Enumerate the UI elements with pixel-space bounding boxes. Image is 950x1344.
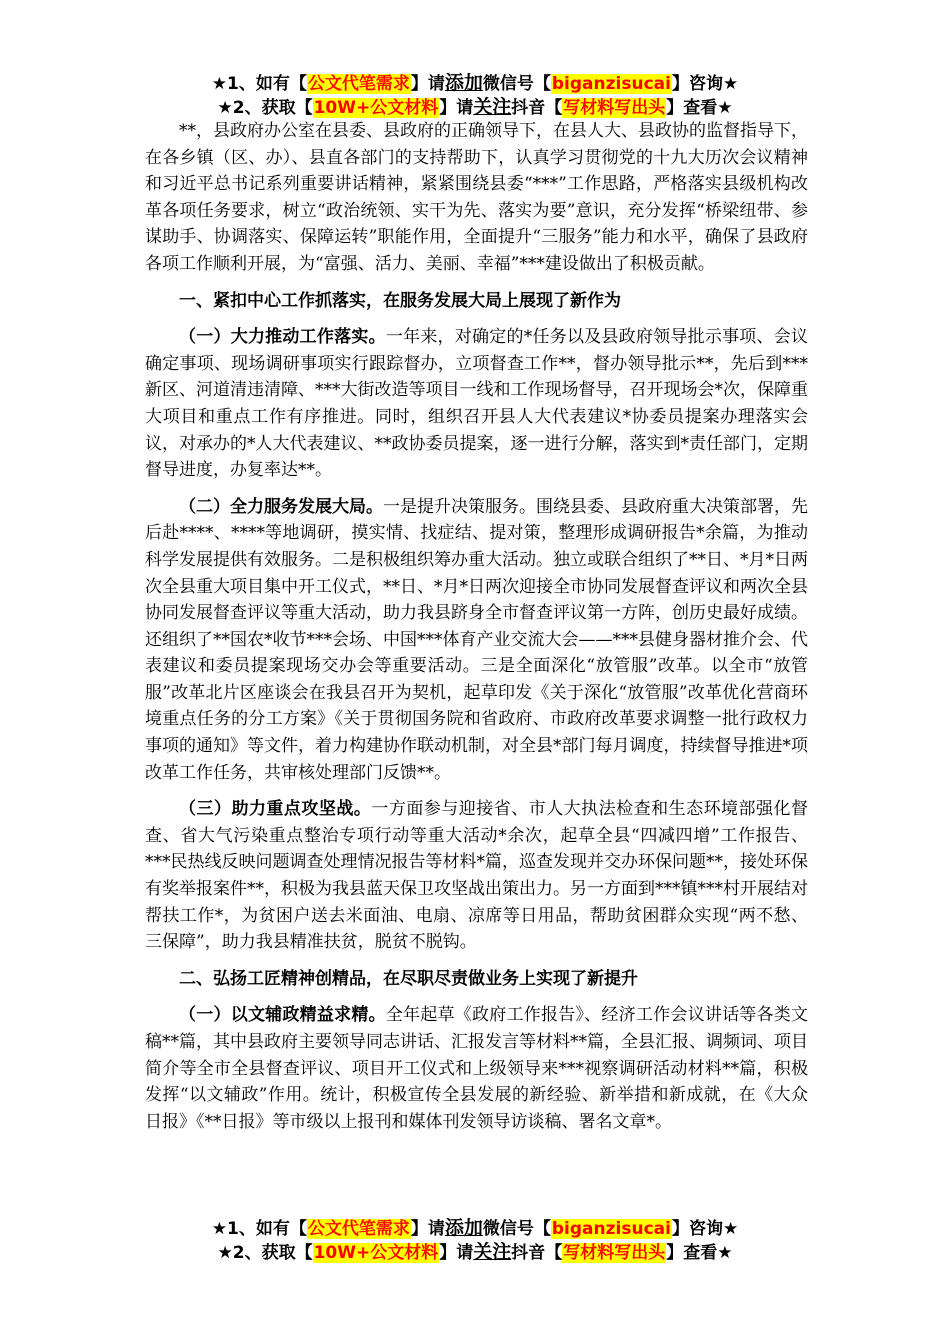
- banner-underlined: 关注: [473, 1241, 512, 1263]
- banner-text: ★2、获取【: [217, 1243, 313, 1263]
- banner-text: 】咨询★: [671, 74, 739, 94]
- intro-paragraph: **，县政府办公室在县委、县政府的正确领导下，在县人大、县政协的监督指导下，在各乡镇（区、办）、县直各部门的支持帮助下，认真学习贯彻党的十九大历次会议精神和习近平总书记系列重要讲话精神，紧紧围绕县委“***”工作思路，严格落实县级机构改革各项任务要求，树立“政治统领、实干为先、落实为要”意识，充分发挥“桥梁纽带、参谋助手、协调落实、保障运转”职能作用，全面提升“三服务”能力和水平，确保了县政府各项工作顺利开展，为“富强、活力、美丽、幸福”***建设做出了积极贡献。: [145, 121, 808, 274]
- paragraph-text: 一方面参与迎接省、市人大执法检查和生态环境部强化督查、省大气污染重点整治专项行动等重大活动*余次，起草全县“四减四增”工作报告、***民热线反映问题调查处理情况报告等材料*篇，巡查发现并交办环保问题**，接处环保有奖举报案件**，积极为我县蓝天保卫攻坚战出策出力。另一方面到***镇***村开展结对帮扶工作*，为贫困户送去米面油、电扇、凉席等日用品，帮助贫困群众实现“两不愁、三保障”，助力我县精准扶贫，脱贫不脱钩。: [145, 799, 808, 953]
- banner-highlight: 10W+公文材料: [313, 98, 439, 118]
- banner-text: 抖音【: [511, 1243, 563, 1263]
- paragraph-lead: （一）以文辅政精益求精。: [179, 1005, 386, 1026]
- banner-text: 抖音【: [511, 98, 563, 118]
- banner-text: 】请: [410, 1219, 445, 1239]
- paragraph-1-3: [145, 796, 808, 956]
- banner-text: ★1、如有【: [211, 74, 307, 94]
- banner-text: 】请: [439, 1243, 474, 1263]
- document-body: [145, 118, 808, 1135]
- banner-highlight: 公文代笔需求: [307, 1219, 410, 1239]
- banner-underlined: 添加: [444, 1217, 483, 1239]
- bottom-banner-line-1: [0, 1215, 950, 1242]
- top-banner-line-2: [0, 94, 950, 121]
- paragraph-1-2: [145, 494, 808, 787]
- paragraph-text: 一是提升决策服务。围绕县委、县政府重大决策部署，先后赴****、****等地调研，摸实情、找症结、提对策，整理形成调研报告*余篇，为推动科学发展提供有效服务。二是积极组织筹办重大活动。独立或联合组织了**日、*月*日两次全县重大项目集中开工仪式，**日、*月*日两次迎接全市协同发展督查评议和两次全县协同发展督查评议等重大活动，助力我县跻身全市督查评议第一方阵，创历史最好成绩。还组织了**国农*收节***会场、中国***体育产业交流大会——***县健身器材推介会、代表建议和委员提案现场交办会等重要活动。三是全面深化“放管服”改革。以全市“放管服”改革北片区座谈会在我县召开为契机，起草印发《关于深化“放管服”改革优化营商环境重点任务的分工方案》《关于贯彻国务院和省政府、市政府改革要求调整一批行政权力事项的通知》等文件，着力构建协作联动机制，对全县*部门每月调度，持续督导推进*项改革工作任务，共审核处理部门反馈**。: [145, 496, 808, 783]
- banner-text: 微信号【: [482, 74, 551, 94]
- banner-text: 】请: [439, 98, 474, 118]
- top-banner-line-1: [0, 70, 950, 97]
- paragraph-text: 一年来，对确定的*任务以及县政府领导批示事项、会议确定事项、现场调研事项实行跟踪督办，立项督查工作**，督办领导批示**，先后到***新区、河道清违清障、***大街改造等项目一线和工作现场督导，召开现场会*次，保障重大项目和重点工作有序推进。同时，组织召开县人大代表建议*协委员提案办理落实会议，对承办的*人大代表建议、**政协委员提案，逐一进行分解，落实到*责任部门，定期督导进度，办复率达**。: [145, 327, 809, 481]
- banner-highlight: 10W+公文材料: [313, 1243, 439, 1263]
- banner-text: ★1、如有【: [211, 1219, 307, 1239]
- paragraph-lead: （三）助力重点攻坚战。: [179, 799, 372, 820]
- section-heading-1: 一、紧扣中心工作抓落实，在服务发展大局上展现了新作为: [179, 290, 621, 311]
- banner-text: 】查看★: [666, 98, 733, 118]
- banner-highlight: 写材料写出头: [563, 98, 666, 118]
- paragraph-text: 全年起草《政府工作报告》、经济工作会议讲话等各类文稿**篇，其中县政府主要领导同志讲话、汇报发言等材料**篇，全县汇报、调频词、项目简介等全市全县督查评议、项目开工仪式和上级领导来***视察调研活动材料**篇，积极发挥“以文辅政”作用。统计，积极宣传全县发展的新经验、新举措和新成就，在《大众日报》《**日报》等市级以上报刊和媒体刊发领导访谈稿、署名文章*。: [145, 1005, 809, 1132]
- banner-text: 微信号【: [482, 1219, 551, 1239]
- banner-text: 】查看★: [666, 1243, 733, 1263]
- section-heading-2: 二、弘扬工匠精神创精品，在尽职尽责做业务上实现了新提升: [179, 968, 638, 989]
- paragraph-lead: （二）全力服务发展大局。: [179, 496, 383, 517]
- banner-highlight: 公文代笔需求: [307, 74, 410, 94]
- paragraph-2-1: [145, 1002, 808, 1135]
- paragraph-1-1: [145, 324, 808, 484]
- banner-highlight: biganzisucai: [551, 74, 671, 94]
- banner-underlined: 添加: [444, 72, 483, 94]
- banner-highlight: 写材料写出头: [563, 1243, 666, 1263]
- banner-text: ★2、获取【: [217, 98, 313, 118]
- banner-text: 】请: [410, 74, 445, 94]
- banner-highlight: biganzisucai: [551, 1219, 671, 1239]
- banner-underlined: 关注: [473, 96, 512, 118]
- paragraph-lead: （一）大力推动工作落实。: [179, 327, 386, 348]
- banner-text: 】咨询★: [671, 1219, 739, 1239]
- bottom-banner-line-2: [0, 1239, 950, 1266]
